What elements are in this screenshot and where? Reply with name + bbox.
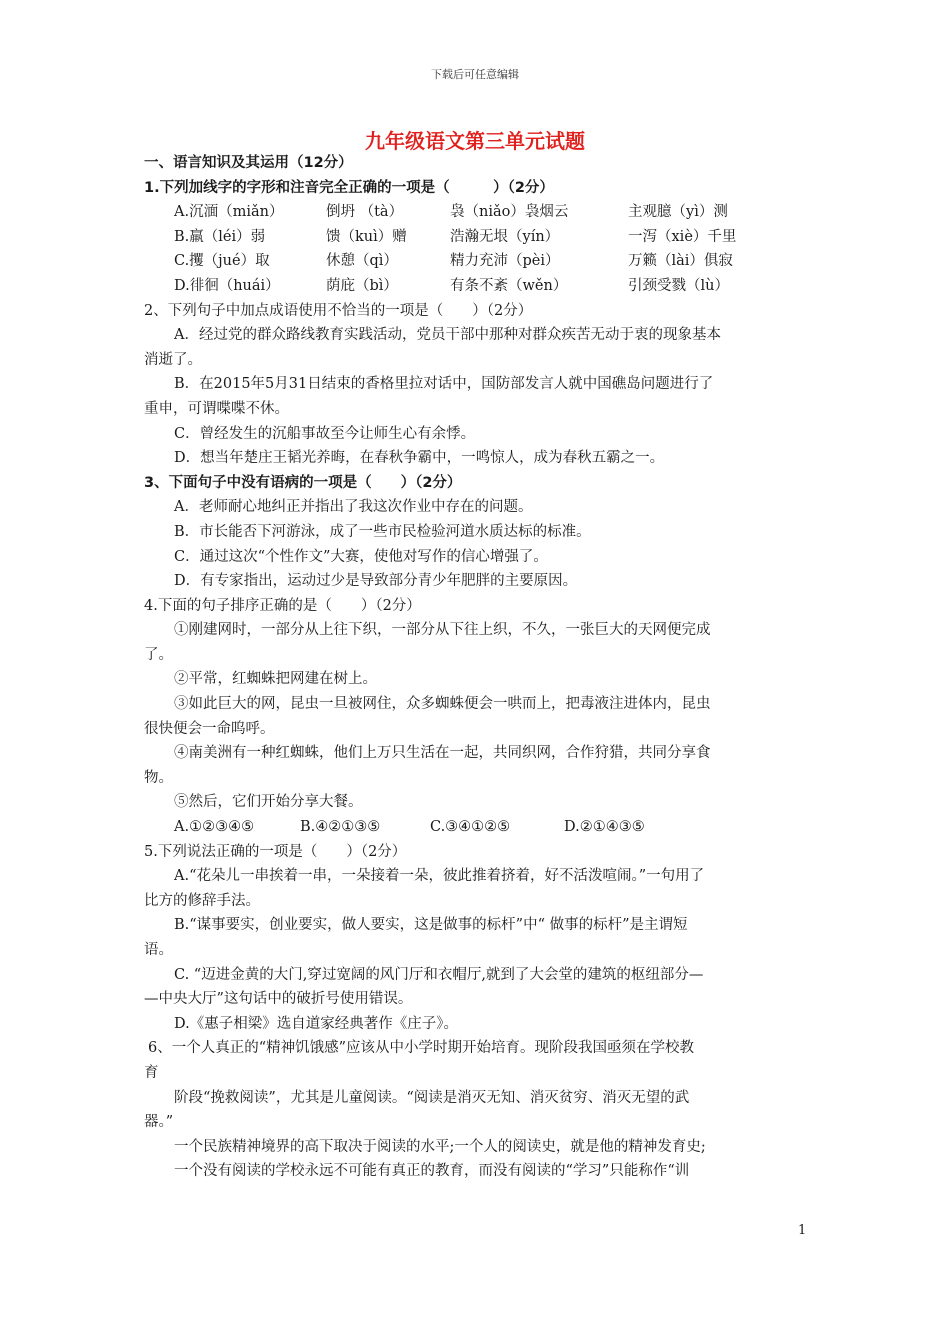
q2-option-a: A．经过党的群众路线教育实践活动，党员干部中那种对群众疾苦无动于衷的现象基本 — [174, 327, 721, 344]
q4-option: B.④②①③⑤ — [300, 819, 381, 836]
option-cell: 精力充沛（pèi） — [450, 253, 560, 270]
option-cell: D.徘徊（huái） — [174, 277, 280, 294]
q5-option-c: C. “迈进金黄的大门,穿过宽阔的风门厅和衣帽厅,就到了大会堂的建筑的枢纽部分— — [174, 966, 704, 983]
q2-option-c: C．曾经发生的沉船事故至今让师生心有余悸。 — [174, 425, 476, 442]
q5-stem: 5.下列说法正确的一项是（ ）（2分） — [144, 843, 407, 860]
q6-paragraph: 阶段“挽救阅读”，尤其是儿童阅读。“阅读是消灭无知、消灭贫穷、消灭无望的武 — [174, 1089, 690, 1106]
q1-stem: 1.下列加线字的字形和注音完全正确的一项是（ ）（2分） — [144, 179, 554, 196]
q5-option-d: D.《惠子相梁》选自道家经典著作《庄子》。 — [174, 1015, 458, 1032]
q4-stem: 4.下面的句子排序正确的是（ ）（2分） — [144, 597, 421, 614]
page-header: 下载后可任意编辑 — [431, 68, 519, 81]
q5-option-b-cont: 语。 — [144, 942, 173, 958]
q4-options — [144, 815, 809, 840]
q1-option-row — [144, 249, 809, 274]
document-body — [144, 151, 809, 1184]
q3-option-b: B．市长能否下河游泳，成了一些市民检验河道水质达标的标准。 — [174, 523, 591, 540]
q5-option-a-cont: 比方的修辞手法。 — [144, 892, 260, 909]
q1-option-row — [144, 274, 809, 299]
q2-option-a-cont: 消逝了。 — [144, 351, 202, 368]
q2-option-b: B．在2015年5月31日结束的香格里拉对话中，国防部发言人就中国礁岛问题进行了 — [174, 376, 714, 393]
q3-option-c: C．通过这次“个性作文”大赛，使他对写作的信心增强了。 — [174, 548, 548, 565]
option-cell: 引颈受戮（lù） — [628, 277, 729, 294]
option-cell: 有条不紊（wěn） — [450, 277, 568, 294]
q4-sentence: ④南美洲有一种红蜘蛛，他们上万只生活在一起，共同织网，合作狩猎，共同分享食 — [174, 745, 711, 762]
option-cell: 浩瀚无垠（yín） — [450, 228, 560, 245]
q4-option: D.②①④③⑤ — [564, 819, 645, 836]
q4-option: A.①②③④⑤ — [174, 819, 255, 836]
q2-stem: 2、下列句子中加点成语使用不恰当的一项是（ ）（2分） — [144, 302, 533, 319]
q5-option-c-cont: —中央大厅”这句话中的破折号使用错误。 — [144, 991, 413, 1008]
q4-sentence-cont: 了。 — [144, 646, 173, 663]
option-cell: 袅（niǎo）袅烟云 — [450, 204, 569, 221]
option-cell: 一泻（xiè）千里 — [628, 228, 737, 245]
q5-option-a: A.“花朵儿一串挨着一串，一朵接着一朵，彼此推着挤着，好不活泼喧闹。”一句用了 — [174, 868, 705, 885]
q4-sentence: ②平常，红蜘蛛把网建在树上。 — [174, 671, 377, 688]
section-heading: 一、语言知识及其运用（12分） — [144, 155, 353, 171]
q3-stem: 3、下面句子中没有语病的一项是（ ）（2分） — [144, 474, 462, 491]
q6-paragraph: 6、一个人真正的“精神饥饿感”应该从中小学时期开始培育。现阶段我国亟须在学校教 — [148, 1040, 695, 1057]
option-cell: 万籁（lài）俱寂 — [628, 253, 733, 270]
q4-sentence-cont: 物。 — [144, 769, 173, 786]
q1-option-row — [144, 225, 809, 250]
q5-option-b: B.“谋事要实，创业要实，做人要实，这是做事的标杆”中“ 做事的标杆”是主谓短 — [174, 917, 688, 934]
page-number: 1 — [798, 1223, 807, 1238]
q4-sentence-cont: 很快便会一命呜呼。 — [144, 720, 275, 737]
q3-option-a: A．老师耐心地纠正并指出了我这次作业中存在的问题。 — [174, 499, 533, 516]
q1-option-row — [144, 200, 809, 225]
option-cell: 倒坍 （tà） — [326, 204, 404, 221]
q4-sentence: ⑤然后，它们开始分享大餐。 — [174, 794, 363, 811]
option-cell: 馈（kuì）赠 — [326, 228, 407, 245]
option-cell: C.攫（jué）取 — [174, 253, 270, 270]
q4-option: C.③④①②⑤ — [430, 819, 511, 836]
option-cell: B.羸（léi）弱 — [174, 228, 266, 245]
q6-paragraph: 一个民族精神境界的高下取决于阅读的水平;一个人的阅读史，就是他的精神发育史; — [174, 1138, 706, 1155]
option-cell: 休憩（qì） — [326, 253, 398, 270]
q6-paragraph-cont: 器。” — [144, 1114, 174, 1131]
q6-paragraph-cont: 育 — [144, 1064, 159, 1081]
option-cell: A.沉湎（miǎn） — [174, 204, 284, 221]
option-cell: 荫庇（bì） — [326, 277, 398, 294]
q4-sentence: ①刚建网时，一部分从上往下织，一部分从下往上织，不久，一张巨大的天网便完成 — [174, 622, 711, 639]
q2-option-d: D．想当年楚庄王韬光养晦，在春秋争霸中，一鸣惊人，成为春秋五霸之一。 — [174, 450, 665, 467]
q2-option-b-cont: 重申，可谓喋喋不休。 — [144, 400, 289, 417]
page-title: 九年级语文第三单元试题 — [365, 129, 585, 153]
option-cell: 主观臆（yì）测 — [628, 204, 728, 221]
q3-option-d: D．有专家指出，运动过少是导致部分青少年肥胖的主要原因。 — [174, 573, 578, 590]
q4-sentence: ③如此巨大的网，昆虫一旦被网住，众多蜘蛛便会一哄而上，把毒液注进体内，昆虫 — [174, 696, 711, 713]
q6-paragraph: 一个没有阅读的学校永远不可能有真正的教育，而没有阅读的“学习”只能称作“训 — [174, 1163, 690, 1180]
